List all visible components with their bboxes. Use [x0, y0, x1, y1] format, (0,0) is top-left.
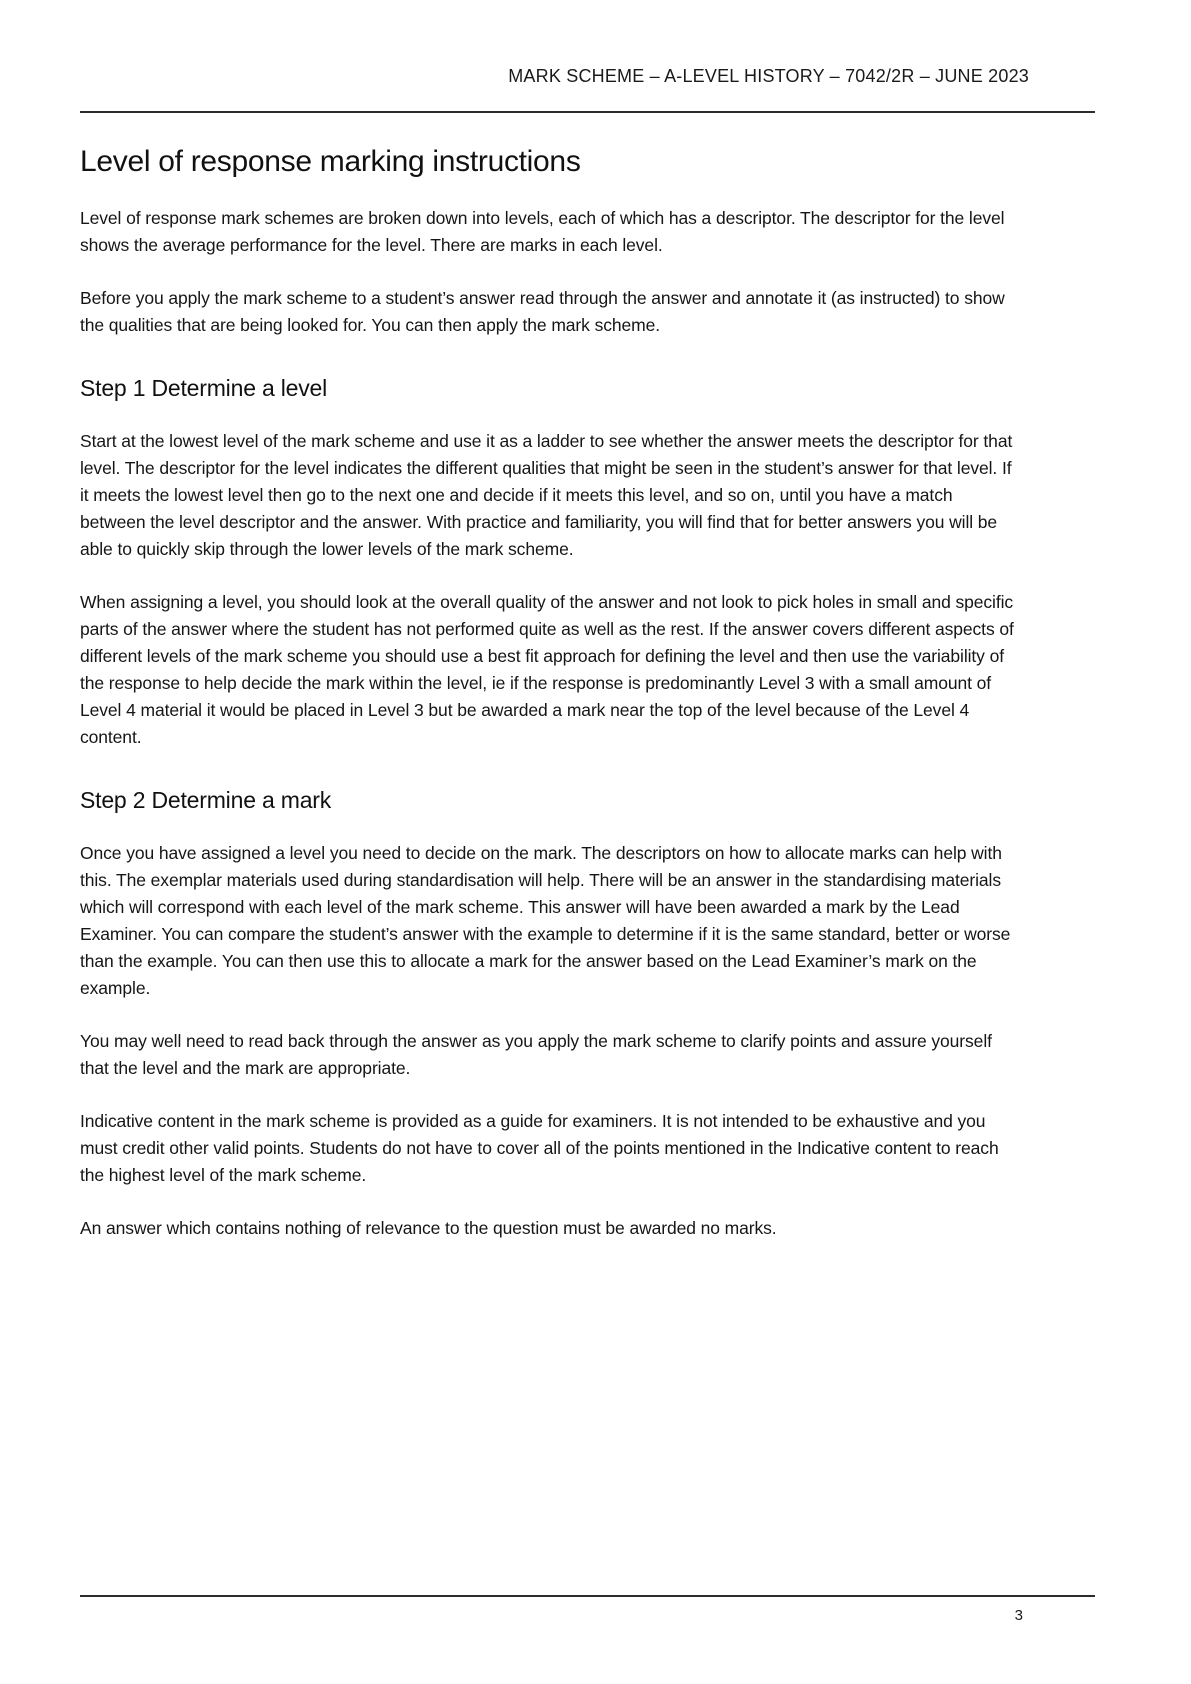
step2-paragraph-2: You may well need to read back through the answer as you apply the mark scheme to clarify points and assure yourself that the level and the mark are appropriate.: [80, 1031, 992, 1078]
step2-heading: Step 2 Determine a mark: [80, 787, 332, 813]
step2-paragraph-1: Once you have assigned a level you need to decide on the mark. The descriptors on how to allocate marks can help with this. The exemplar materials used during standardisation will help. There will be an answer in the standardising materials which will correspond with each level of the mark scheme. This answer will have been awarded a mark by the Lead Examiner. You can compare the student’s answer with the example to determine if it is the same standard, better or worse than the example. You can then use this to allocate a mark for the answer based on the Lead Examiner’s mark on the example.: [80, 843, 1011, 998]
intro-paragraph-1: Level of response mark schemes are broken down into levels, each of which has a descriptor. The descriptor for the level shows the average performance for the level. There are marks in each level.: [80, 208, 1005, 255]
body-column: [80, 205, 1018, 1242]
header-rule: [80, 111, 1095, 113]
intro-paragraph-2: Before you apply the mark scheme to a student’s answer read through the answer and annotate it (as instructed) to show the qualities that are being looked for. You can then apply the mark scheme.: [80, 288, 1005, 335]
page-content: [80, 0, 1095, 1242]
footer-rule: [80, 1595, 1095, 1597]
step2-paragraph-4: An answer which contains nothing of relevance to the question must be awarded no marks.: [80, 1218, 777, 1238]
step2-paragraph-3: Indicative content in the mark scheme is provided as a guide for examiners. It is not intended to be exhaustive and you must credit other valid points. Students do not have to cover all of the points mentioned in the Indicative content to reach the highest level of the mark scheme.: [80, 1111, 999, 1185]
step1-heading: Step 1 Determine a level: [80, 375, 328, 401]
page-title: Level of response marking instructions: [80, 145, 581, 178]
page-footer: [80, 1595, 1095, 1684]
running-header: MARK SCHEME – A-LEVEL HISTORY – 7042/2R – JUNE 2023: [508, 66, 1029, 86]
step1-paragraph-2: When assigning a level, you should look at the overall quality of the answer and not look to pick holes in small and specific parts of the answer where the student has not performed quite as well as the rest. If the answer covers different aspects of different levels of the mark scheme you should use a best fit approach for defining the level and then use the variability of the response to help decide the mark within the level, ie if the response is predominantly Level 3 with a small amount of Level 4 material it would be placed in Level 3 but be awarded a mark near the top of the level because of the Level 4 content.: [80, 592, 1014, 747]
step1-paragraph-1: Start at the lowest level of the mark scheme and use it as a ladder to see whether the answer meets the descriptor for that level. The descriptor for the level indicates the different qualities that might be seen in the student’s answer for that level. If it meets the lowest level then go to the next one and decide if it meets this level, and so on, until you have a match between the level descriptor and the answer. With practice and familiarity, you will find that for better answers you will be able to quickly skip through the lower levels of the mark scheme.: [80, 431, 1013, 559]
page-number: 3: [1014, 1607, 1023, 1624]
